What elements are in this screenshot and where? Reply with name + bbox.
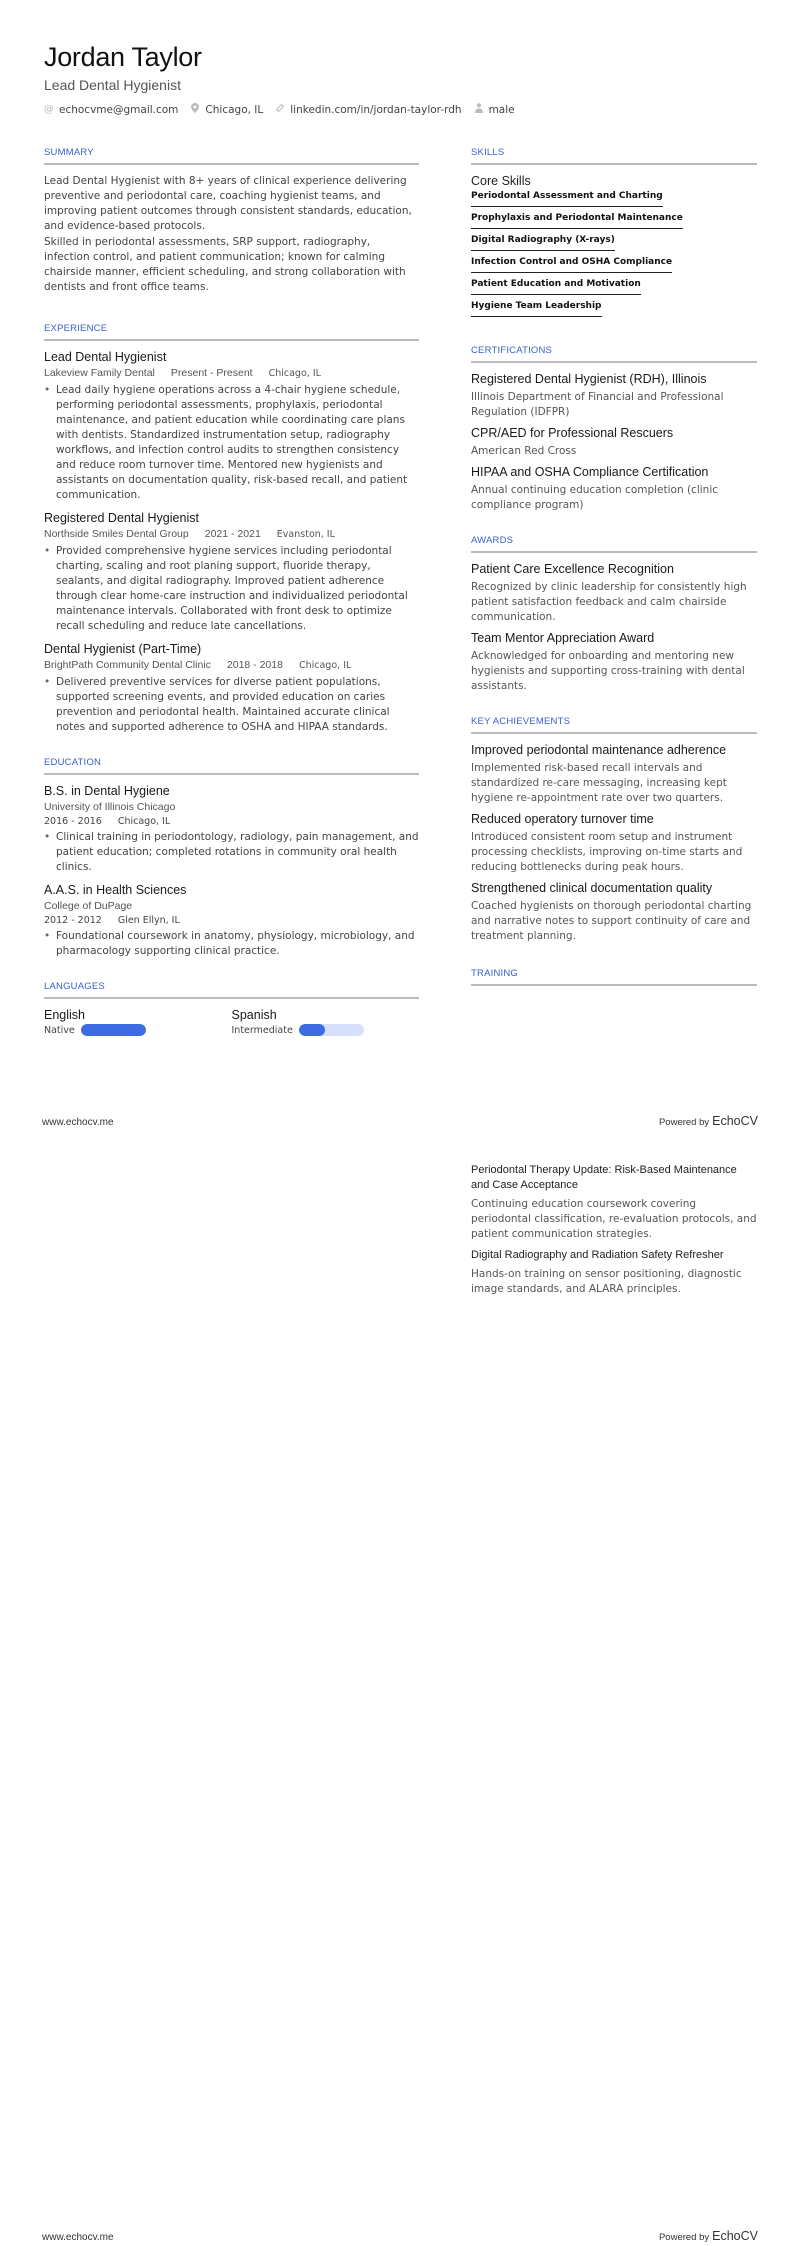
bullet-icon: • — [44, 545, 51, 557]
skill-item: Patient Education and Motivation — [471, 279, 641, 295]
candidate-name: Jordan Taylor — [44, 42, 202, 72]
echocv-brand-logo[interactable]: EchoCV — [712, 1114, 758, 1128]
footer-powered: Powered by EchoCV — [658, 2229, 758, 2243]
school-name: University of Illinois Chicago — [44, 801, 176, 813]
languages-heading: LANGUAGES — [44, 981, 419, 999]
language-name: English — [44, 1008, 85, 1022]
achievement-title: Improved periodontal maintenance adherence — [471, 743, 727, 757]
skills-list — [471, 191, 757, 323]
achievement-title: Strengthened clinical documentation quality — [471, 881, 713, 895]
skills-section — [471, 147, 757, 323]
education-location: Glen Ellyn, IL — [117, 915, 180, 926]
job-company: Northside Smiles Dental Group — [44, 528, 189, 540]
awards-heading: AWARDS — [471, 535, 757, 553]
skills-heading: SKILLS — [471, 147, 757, 165]
school-name: College of DuPage — [44, 900, 133, 912]
training-title: Periodontal Therapy Update: Risk-Based Maintenance and Case Acceptance — [471, 1164, 737, 1191]
summary-paragraph: Skilled in periodontal assessments, SRP support, radiography, infection control, and patient communication; known for calming chairside manner, efficient scheduling, and strong collaboration with dentists and front office teams. — [44, 236, 406, 293]
summary-heading: SUMMARY — [44, 147, 419, 165]
job-dates: Present - Present — [170, 367, 253, 379]
link-icon — [275, 103, 285, 116]
certification-title: HIPAA and OSHA Compliance Certification — [471, 465, 709, 479]
job-location: Chicago, IL — [298, 660, 352, 671]
education-location: Chicago, IL — [117, 816, 171, 827]
languages-list — [44, 1008, 419, 1036]
language-proficiency-fill — [299, 1024, 325, 1036]
experience-item — [44, 642, 419, 735]
footer-site-link[interactable]: www.echocv.me — [42, 2232, 114, 2243]
skill-item: Periodontal Assessment and Charting — [471, 191, 663, 207]
job-location: Chicago, IL — [268, 368, 321, 379]
language-level: Native — [44, 1024, 75, 1036]
achievements-section — [471, 716, 757, 944]
education-bullet: • Clinical training in periodontology, radiology, pain management, and patient education; completed rotations in community oral health clinics. — [44, 831, 419, 873]
skill-item: Digital Radiography (X-rays) — [471, 235, 615, 251]
education-meta — [44, 816, 419, 827]
education-dates: 2012 - 2012 — [44, 915, 102, 926]
location-pin-icon — [190, 103, 200, 116]
bullet-icon: • — [44, 384, 51, 396]
award-description: Acknowledged for onboarding and mentoring new hygienists and supporting cross-training with dental assistants. — [471, 650, 745, 692]
language-level: Intermediate — [231, 1024, 293, 1036]
job-company: Lakeview Family Dental — [44, 367, 155, 379]
certifications-heading: CERTIFICATIONS — [471, 345, 757, 363]
language-proficiency-bar — [299, 1024, 364, 1036]
experience-item — [44, 511, 419, 634]
language-name: Spanish — [231, 1008, 277, 1022]
language-item — [232, 1008, 420, 1036]
education-dates: 2016 - 2016 — [44, 816, 102, 827]
achievement-title: Reduced operatory turnover time — [471, 812, 654, 826]
summary-paragraph: Lead Dental Hygienist with 8+ years of clinical experience delivering preventive and periodontal care, coaching hygienist teams, and improving patient outcomes through consistent standards, education, and evidence-based protocols. — [44, 175, 412, 232]
certifications-section — [471, 345, 757, 513]
contact-gender-value: male — [488, 103, 515, 116]
skill-item: Prophylaxis and Periodontal Maintenance — [471, 213, 683, 229]
contact-email[interactable] — [44, 104, 178, 116]
job-company: BrightPath Community Dental Clinic — [44, 659, 211, 671]
job-bullet: • Provided comprehensive hygiene services including periodontal charting, scaling and root planing support, fluoride therapy, sealants, and digital radiography. Improved patient adherence through clear home-care instruction and individualized periodontal maintenance intervals. Collaborated with front desk to optimize recall scheduling and reduce late cancellations. — [44, 545, 408, 632]
contact-email-value: echocvme@gmail.com — [59, 103, 179, 116]
at-icon: @ — [44, 104, 54, 115]
award-title: Team Mentor Appreciation Award — [471, 631, 655, 645]
contact-gender — [474, 103, 515, 116]
language-proficiency-bar — [81, 1024, 146, 1036]
job-meta — [44, 528, 419, 540]
footer-powered: Powered by EchoCV — [658, 1114, 758, 1128]
education-section — [44, 757, 419, 959]
right-column — [471, 147, 757, 995]
languages-section — [44, 981, 419, 1036]
education-bullet: • Foundational coursework in anatomy, physiology, microbiology, and pharmacology supporting clinical practice. — [44, 930, 415, 957]
experience-item — [44, 350, 419, 503]
right-column-continued — [471, 1163, 757, 1303]
contact-location — [190, 103, 263, 116]
page-footer — [42, 2229, 758, 2243]
training-section — [471, 968, 757, 986]
footer-site-link[interactable]: www.echocv.me — [42, 1117, 114, 1128]
job-title: Lead Dental Hygienist — [44, 350, 167, 364]
certification-issuer: Annual continuing education completion (clinic compliance program) — [471, 484, 719, 511]
experience-section — [44, 323, 419, 735]
job-bullet: • Lead daily hygiene operations across a 4-chair hygiene schedule, performing periodontal assessments, prophylaxis, periodontal maintenance, and patient education while coordinating care plans with dentists. Standardized instrumentation setup, radiography workflows, and infection control audits to strengthen consistency and reduce room turnover time. Mentored new hygienists and assistants on documentation quality, risk-based recall, and patient communication. — [44, 384, 408, 501]
skill-item: Infection Control and OSHA Compliance — [471, 257, 672, 273]
contact-location-value: Chicago, IL — [205, 103, 264, 116]
achievement-description: Implemented risk-based recall intervals and standardized re-care messaging, increasing kept hygiene re-appointment rate over two quarters. — [471, 762, 727, 804]
job-dates: 2021 - 2021 — [204, 528, 261, 540]
resume-page-2 — [0, 1123, 794, 2246]
contact-linkedin[interactable] — [275, 103, 461, 116]
job-meta — [44, 659, 419, 671]
job-location: Evanston, IL — [276, 529, 335, 540]
certification-issuer: American Red Cross — [471, 445, 577, 457]
echocv-brand-logo[interactable]: EchoCV — [712, 2229, 758, 2243]
achievements-heading: KEY ACHIEVEMENTS — [471, 716, 757, 734]
person-icon — [474, 103, 484, 116]
skill-item: Hygiene Team Leadership — [471, 301, 602, 317]
skill-group-title: Core Skills — [471, 174, 531, 188]
awards-section — [471, 535, 757, 694]
bullet-icon: • — [44, 676, 51, 688]
candidate-title: Lead Dental Hygienist — [44, 77, 181, 93]
award-description: Recognized by clinic leadership for consistently high patient satisfaction feedback and calm chairside communication. — [471, 581, 747, 623]
degree-title: B.S. in Dental Hygiene — [44, 784, 170, 798]
experience-heading: EXPERIENCE — [44, 323, 419, 341]
contact-linkedin-value: linkedin.com/in/jordan-taylor-rdh — [290, 103, 462, 116]
left-column — [44, 147, 419, 1036]
training-description: Hands-on training on sensor positioning, diagnostic image standards, and ALARA principles. — [471, 1268, 742, 1295]
language-item — [44, 1008, 232, 1036]
training-title: Digital Radiography and Radiation Safety Refresher — [471, 1249, 724, 1261]
job-meta — [44, 367, 419, 379]
certification-issuer: Illinois Department of Financial and Professional Regulation (IDFPR) — [471, 391, 724, 418]
achievement-description: Coached hygienists on thorough periodontal charting and narrative notes to support continuity of care and treatment planning. — [471, 900, 752, 942]
job-title: Dental Hygienist (Part-Time) — [44, 642, 202, 656]
certification-title: Registered Dental Hygienist (RDH), Illinois — [471, 372, 707, 386]
education-item — [44, 784, 419, 875]
training-description: Continuing education coursework covering periodontal classification, re-evaluation protocols, and patient communication strategies. — [471, 1198, 757, 1240]
education-meta — [44, 915, 419, 926]
certification-title: CPR/AED for Professional Rescuers — [471, 426, 674, 440]
achievement-description: Introduced consistent room setup and instrument processing checklists, improving on-time starts and reducing bottlenecks during peak hours. — [471, 831, 743, 873]
bullet-icon: • — [44, 831, 51, 843]
language-proficiency-fill — [81, 1024, 146, 1036]
degree-title: A.A.S. in Health Sciences — [44, 883, 187, 897]
training-heading: TRAINING — [471, 968, 757, 986]
job-dates: 2018 - 2018 — [226, 659, 283, 671]
summary-section — [44, 147, 419, 295]
job-bullet: • Delivered preventive services for diverse patient populations, supported screening events, and provided education on caries prevention and periodontal health. Maintained accurate clinical notes and supported adherence to OSHA and HIPAA standards. — [44, 676, 390, 733]
award-title: Patient Care Excellence Recognition — [471, 562, 674, 576]
bullet-icon: • — [44, 930, 51, 942]
education-heading: EDUCATION — [44, 757, 419, 775]
contact-bar — [44, 103, 527, 116]
training-list — [471, 1163, 757, 1297]
job-title: Registered Dental Hygienist — [44, 511, 199, 525]
education-item — [44, 883, 419, 959]
